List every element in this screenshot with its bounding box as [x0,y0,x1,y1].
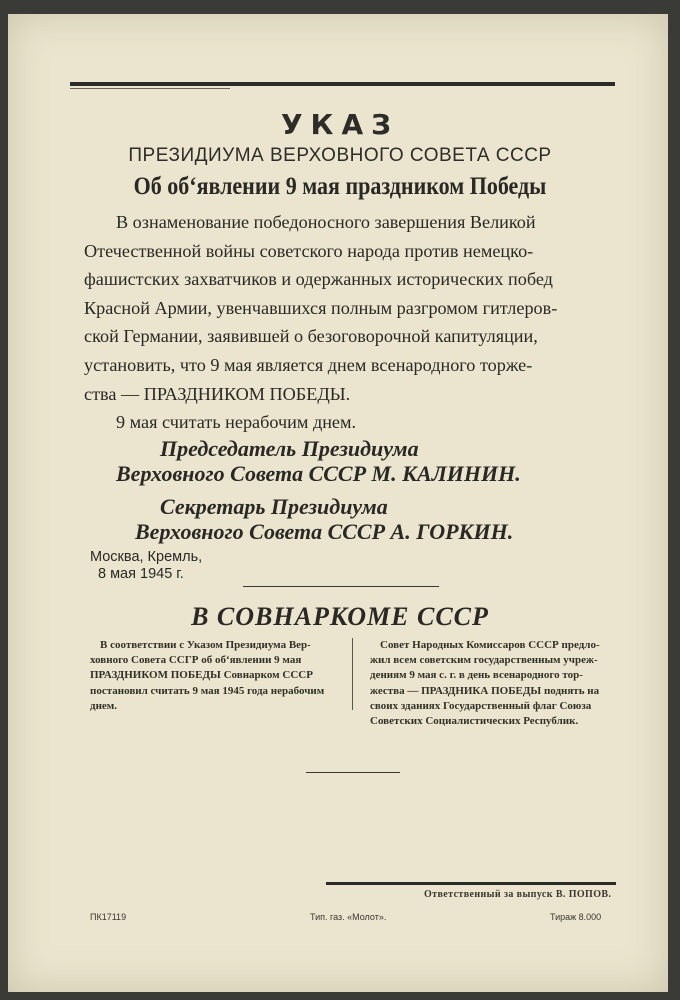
printer-name: Тип. газ. «Молот». [310,912,387,922]
signature-secretary-title: Секретарь Президиума [160,494,388,519]
place-and-date [90,549,202,583]
column-line: ховного Совета ССГР об об‘явлении 9 мая [90,654,302,667]
sovnarkom-right-column [370,638,620,729]
print-code: ПК17119 [90,912,127,922]
date: 8 мая 1945 г. [98,566,184,582]
signature-chairman-name: Верховного Совета СССР М. КАЛИНИН. [116,461,521,486]
responsible-editor: Ответственный за выпуск В. ПОПОВ. [424,889,612,900]
body-line: Красной Армии, увенчавшихся полным разгромом гитлеров- [84,297,558,318]
decree-title: УКАЗ [280,108,400,141]
body-line: установить, что 9 мая является днем всенародного торже- [84,354,533,375]
column-line: жества — ПРАЗДНИКА ПОБЕДЫ поднять на [370,684,600,697]
circulation: Тираж 8.000 [550,912,602,922]
decree-subtitle: ПРЕЗИДИУМА ВЕРХОВНОГО СОВЕТА СССР [128,145,552,166]
top-rule-thin [70,88,230,89]
column-line: ПРАЗДНИКОМ ПОБЕДЫ Совнарком СССР [90,669,313,682]
column-divider [352,638,353,710]
separator [243,586,439,587]
body-line: Отечественной войны советского народа против немецко- [84,240,534,261]
column-line: Совет Народных Комиссаров СССР предло- [380,639,600,651]
top-rule [70,82,615,86]
column-line: жил всем советским государственным учреж- [370,654,598,667]
body-line: ской Германии, заявившей о безоговорочной капитуляции, [84,326,538,347]
column-line: дениям 9 мая с. г. в день всенародного тор- [370,669,583,682]
decree-heading: Об об‘явлении 9 мая праздником Победы [133,173,547,200]
column-line: Советских Социалистических Республик. [370,715,579,728]
nonworking-day-line: 9 мая считать нерабочим днем. [116,412,357,433]
sovnarkom-left-column [90,638,343,714]
body-line: В ознаменование победоносного завершения Великой [116,212,536,232]
decree-body [84,208,616,437]
sovnarkom-heading: В СОВНАРКОМЕ СССР [191,602,489,631]
body-line: ства — ПРАЗДНИКОМ ПОБЕДЫ. [84,383,351,404]
column-line: В соответствии с Указом Президиума Вер- [100,639,311,651]
column-line: своих зданиях Государственный флаг Союза [370,699,592,712]
column-line: постановил считать 9 мая 1945 года нерабочим [90,684,325,697]
signature-chairman-title: Председатель Президиума [160,436,419,461]
body-line: фашистских захватчиков и одержанных исторических побед [84,269,553,290]
column-line: днем. [90,699,118,712]
place: Москва, Кремль, [90,549,203,565]
separator [306,772,400,773]
bottom-rule [326,882,616,885]
signature-secretary-name: Верховного Совета СССР А. ГОРКИН. [135,519,514,544]
